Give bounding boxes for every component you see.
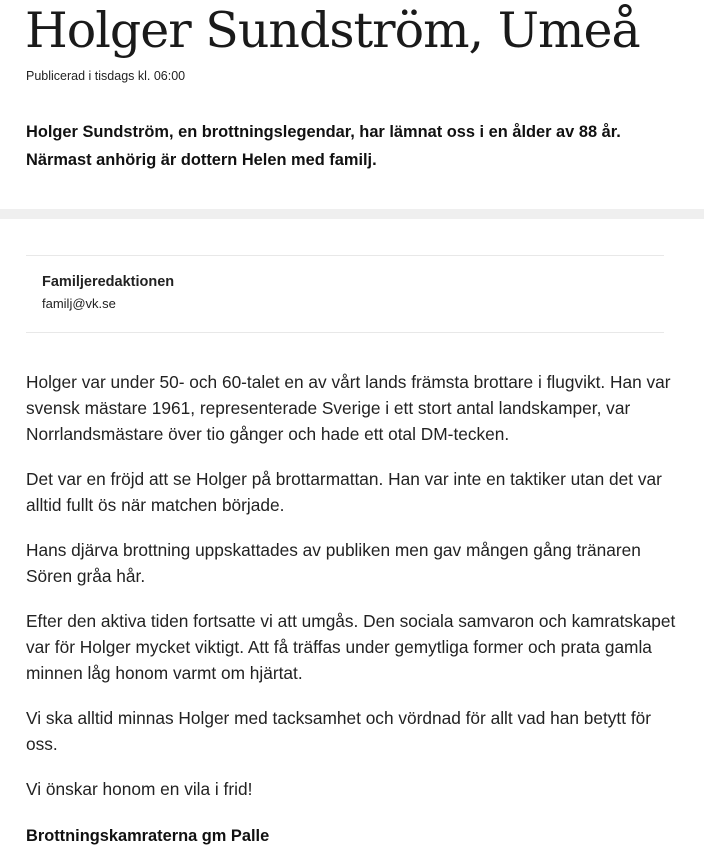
body-paragraph: Vi önskar honom en vila i frid! (26, 779, 253, 799)
body-paragraph: Vi ska alltid minnas Holger med tacksamhet och vördnad för allt vad han betytt för oss. (26, 708, 652, 754)
author-email-link[interactable]: familj@vk.se (42, 296, 116, 311)
author-name: Familjeredaktionen (42, 274, 175, 290)
signature: Brottningskamraterna gm Palle (26, 827, 270, 845)
body-paragraph: Efter den aktiva tiden fortsatte vi att umgås. Den sociala samvaron och kamratskapet var för Holger mycket viktigt. Att få träffas under gemytliga former och prata gamla minnen låg honom varmt om hjärtat. (26, 611, 676, 683)
body-paragraph: Det var en fröjd att se Holger på brottarmattan. Han var inte en taktiker utan det var alltid fullt ös när matchen började. (26, 469, 662, 515)
byline-box (26, 255, 664, 333)
body-paragraph: Holger var under 50- och 60-talet en av vårt lands främsta brottare i flugvikt. Han var svensk mästare 1961, representerade Sverige i ett stort antal landskamper, var Norrlandsmästare över tio gånger och hade ett otal DM-tecken. (26, 372, 671, 444)
publish-date: Publicerad i tisdags kl. 06:00 (26, 69, 186, 83)
article-headline: Holger Sundström, Umeå (25, 2, 640, 59)
body-paragraph: Hans djärva brottning uppskattades av publiken men gav mången gång tränaren Sören gråa hår. (26, 540, 641, 586)
article-body (26, 369, 676, 858)
section-divider (0, 209, 704, 219)
article-lead: Holger Sundström, en brottningslegendar, har lämnat oss i en ålder av 88 år. Närmast anhörig är dottern Helen med familj. (26, 123, 621, 169)
